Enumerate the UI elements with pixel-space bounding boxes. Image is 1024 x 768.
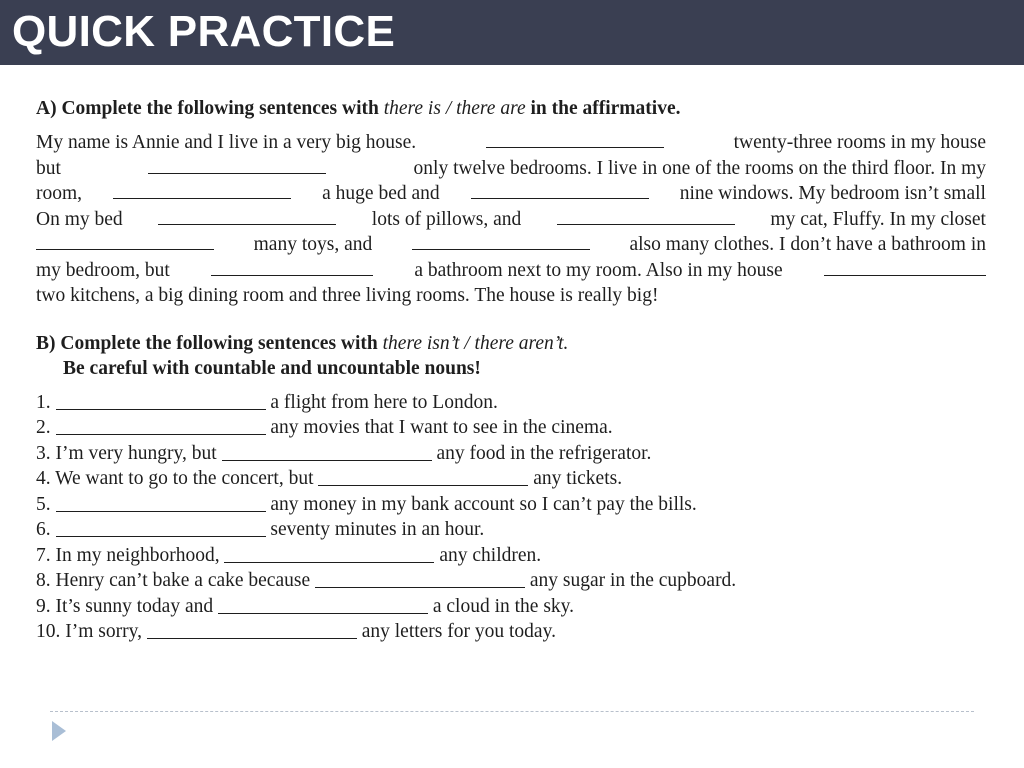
item-prefix: 1. [36,391,51,413]
exercise-item-9 [36,594,986,620]
exercise-item-7 [36,543,986,569]
answer-blank[interactable] [222,460,432,461]
footer-divider [50,711,974,712]
answer-blank[interactable] [412,249,590,250]
section-b-items [36,390,986,645]
answer-blank[interactable] [147,638,357,639]
exercise-item-8 [36,568,986,594]
paragraph-text: On my bed [36,208,123,230]
paragraph-text: twenty-three rooms in my house [733,132,986,153]
answer-blank[interactable] [824,275,986,276]
exercise-item-6 [36,517,986,543]
answer-blank[interactable] [56,434,266,435]
paragraph-line-3 [36,181,986,207]
item-prefix: 3. I’m very hungry, but [36,442,217,464]
answer-blank[interactable] [36,249,214,250]
section-a-heading-suffix: in the affirmative. [525,98,681,119]
section-a-paragraph [36,130,986,309]
worksheet [36,96,986,645]
paragraph-line-5 [36,232,986,258]
item-prefix: 4. We want to go to the concert, but [36,468,314,489]
paragraph-text: two kitchens, a big dining room and three living rooms. The house is really big! [36,285,659,306]
paragraph-text: my bedroom, but [36,259,170,281]
answer-blank[interactable] [224,562,434,563]
paragraph-text: My name is Annie and I live in a very big house. [36,132,417,153]
section-a-heading [36,96,986,121]
item-suffix: any tickets. [533,468,623,489]
item-suffix: any letters for you today. [361,621,556,642]
paragraph-line-7 [36,283,986,309]
answer-blank[interactable] [318,485,528,486]
answer-blank[interactable] [158,224,336,225]
item-prefix: 7. In my neighborhood, [36,544,220,566]
answer-blank[interactable] [56,409,266,410]
answer-blank[interactable] [211,275,373,276]
answer-blank[interactable] [218,613,428,614]
answer-blank[interactable] [471,198,649,199]
answer-blank[interactable] [148,173,326,174]
item-prefix: 6. [36,519,51,540]
item-suffix: seventy minutes in an hour. [270,519,485,540]
exercise-item-3 [36,441,986,467]
answer-blank[interactable] [113,198,291,199]
item-prefix: 5. [36,493,51,515]
answer-blank[interactable] [557,224,735,225]
paragraph-text: lots of pillows, and [371,208,522,230]
item-suffix: any sugar in the cupboard. [529,570,737,591]
paragraph-text: room, [36,183,83,204]
answer-blank[interactable] [315,587,525,588]
paragraph-text: also many clothes. I don’t have a bathroom in [629,234,986,255]
answer-blank[interactable] [486,147,664,148]
exercise-item-1 [36,390,986,416]
section-b-heading-prefix: B) Complete the following sentences with [36,332,383,354]
slide-header [0,0,1024,65]
paragraph-text: my cat, Fluffy. In my closet [770,208,986,230]
paragraph-text: but [36,157,61,179]
item-suffix: a flight from here to London. [270,391,498,413]
item-suffix: any movies that I want to see in the cinema. [270,417,613,438]
paragraph-text: many toys, and [253,234,373,255]
exercise-item-5 [36,492,986,518]
paragraph-text: a bathroom next to my room. Also in my house [414,259,783,281]
paragraph-text: a huge bed and [322,183,440,204]
paragraph-text: nine windows. My bedroom isn’t small [679,183,986,204]
answer-blank[interactable] [56,536,266,537]
paragraph-line-2 [36,156,986,182]
item-suffix: a cloud in the sky. [432,595,575,617]
item-prefix: 8. Henry can’t bake a cake because [36,570,311,591]
section-a-heading-prefix: A) Complete the following sentences with [36,98,384,119]
paragraph-line-1 [36,130,986,156]
slide-bullet-arrow-icon [52,721,66,741]
item-suffix: any money in my bank account so I can’t pay the bills. [270,493,697,515]
exercise-item-2 [36,415,986,441]
section-b-heading [36,331,986,356]
answer-blank[interactable] [56,511,266,512]
item-suffix: any children. [439,544,542,566]
section-b-heading-italic: there isn’t / there aren’t. [382,332,569,354]
exercise-item-4 [36,466,986,492]
item-prefix: 10. I’m sorry, [36,621,142,642]
paragraph-text: only twelve bedrooms. I live in one of the rooms on the third floor. In my [413,157,986,179]
paragraph-line-6 [36,258,986,284]
section-b-subheading: Be careful with countable and uncountable nouns! [63,357,481,379]
item-prefix: 9. It’s sunny today and [36,595,214,617]
item-prefix: 2. [36,417,51,438]
section-a-heading-italic: there is / there are [383,98,526,119]
exercise-item-10 [36,619,986,645]
slide-title: QUICK PRACTICE [12,7,396,56]
paragraph-line-4 [36,207,986,233]
item-suffix: any food in the refrigerator. [436,442,652,464]
